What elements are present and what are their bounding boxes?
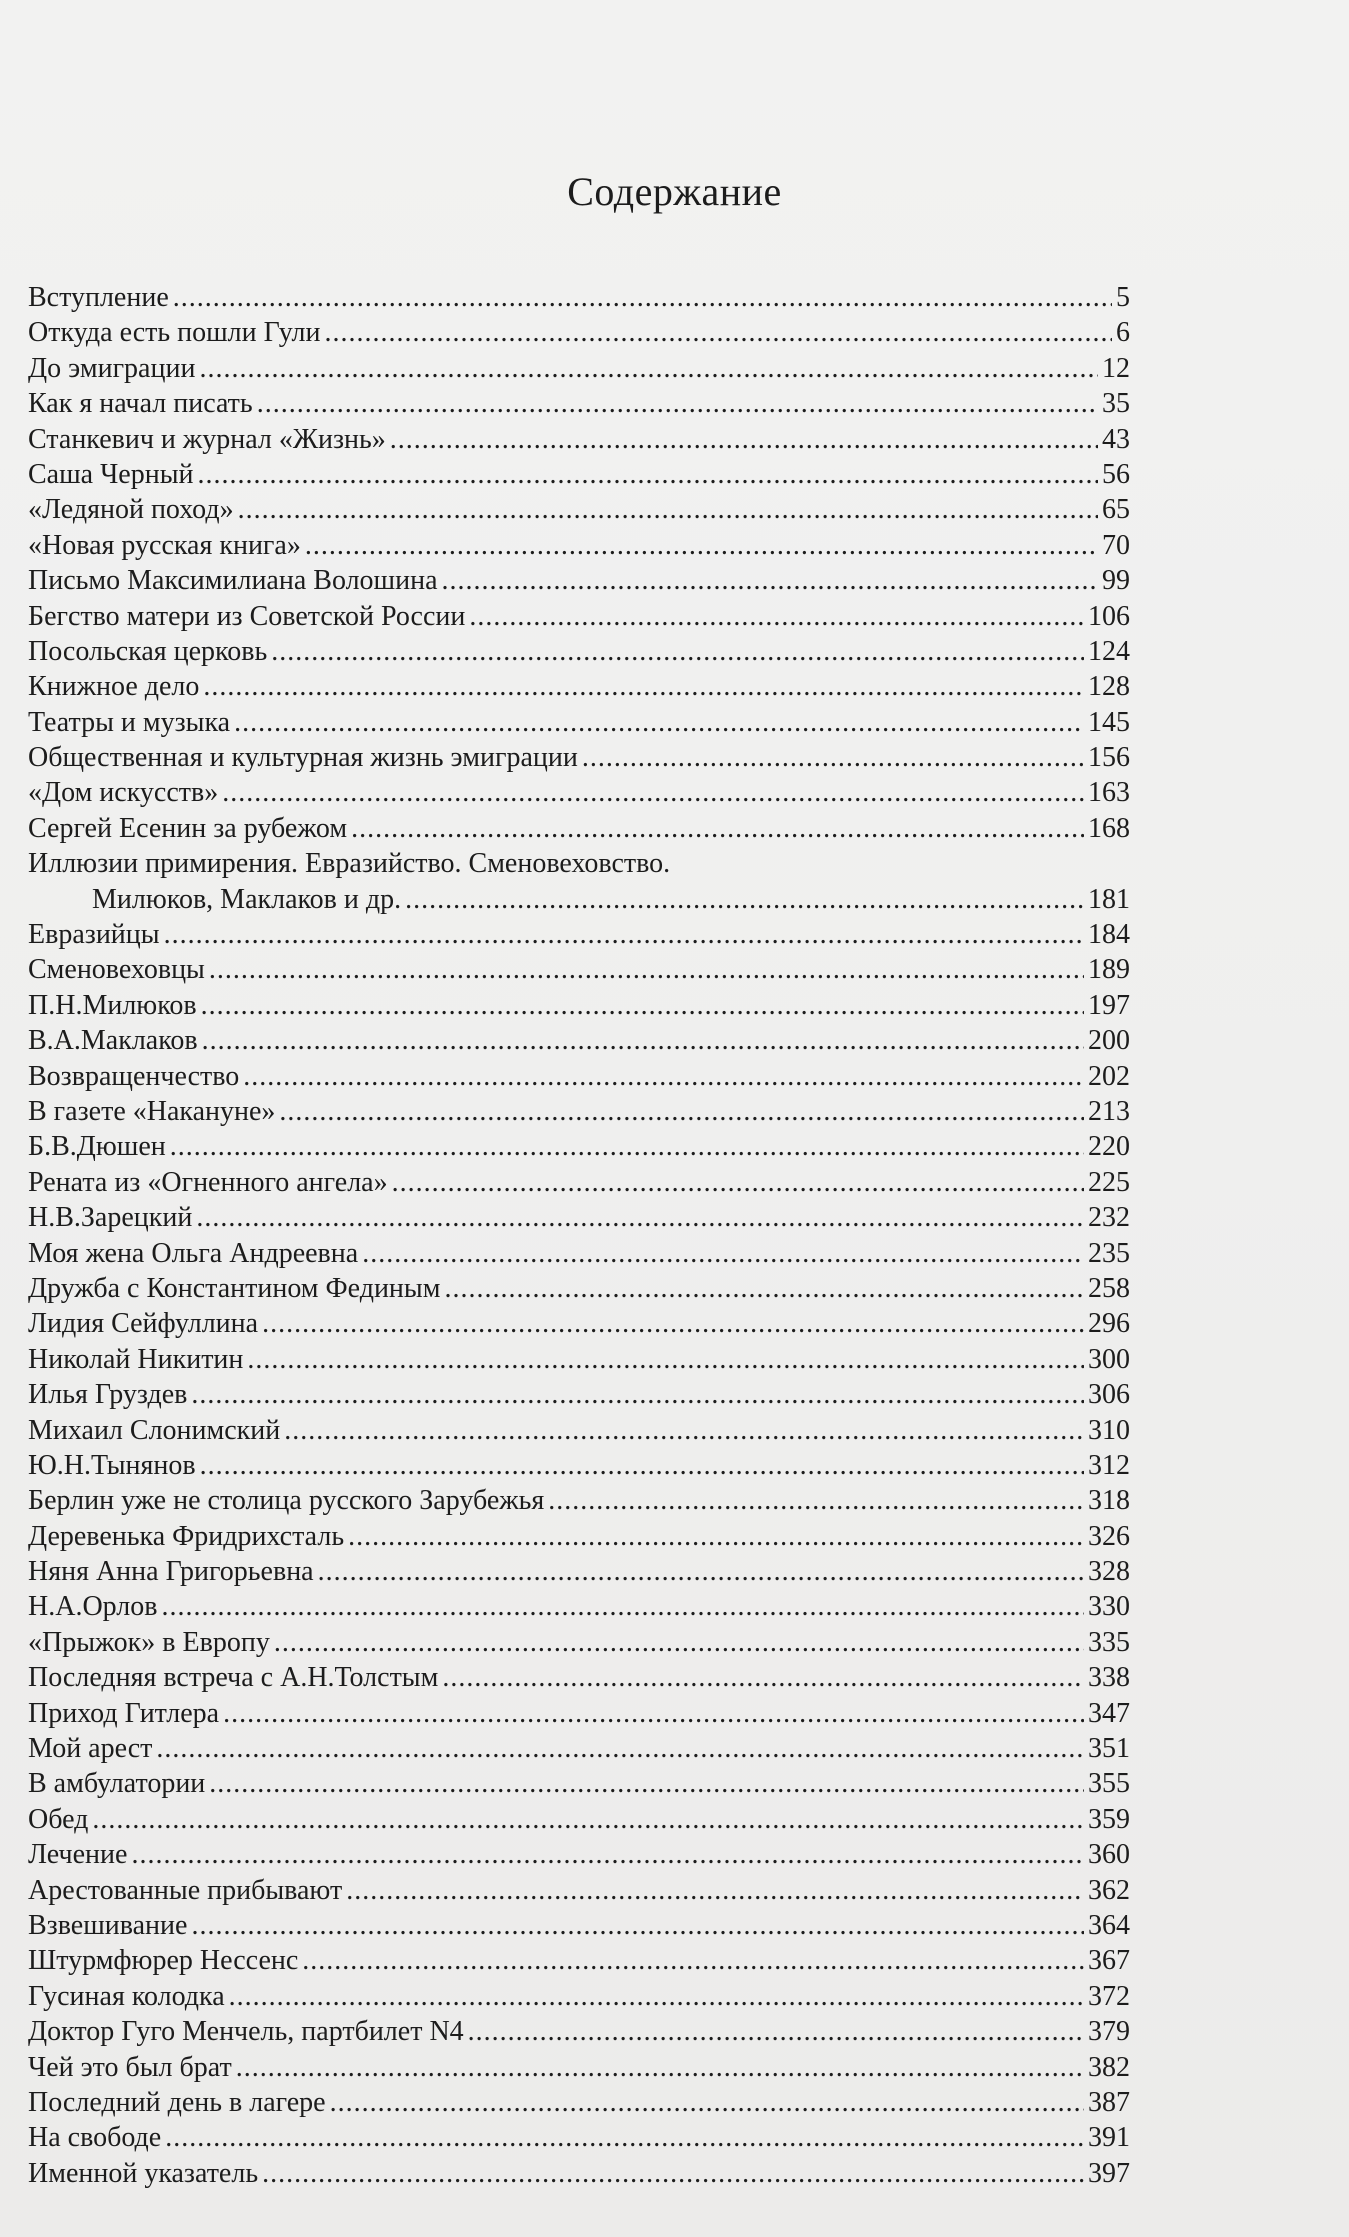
toc-entry-page: 213 bbox=[1088, 1095, 1130, 1127]
toc-entry-page: 145 bbox=[1088, 706, 1130, 738]
toc-entry-page: 202 bbox=[1088, 1060, 1130, 1092]
toc-entry bbox=[28, 528, 1130, 563]
toc-entry bbox=[28, 1448, 1130, 1483]
toc-entry-page: 163 bbox=[1088, 777, 1130, 809]
toc-entry-title: Бегство матери из Советской России bbox=[28, 600, 466, 632]
toc-entry-title: Последний день в лагере bbox=[28, 2086, 326, 2118]
toc-dot-leader bbox=[131, 1837, 1084, 1872]
table-of-contents bbox=[28, 280, 1130, 2191]
toc-entry bbox=[28, 1236, 1130, 1271]
toc-entry-page: 391 bbox=[1088, 2122, 1130, 2154]
toc-entry bbox=[28, 599, 1130, 634]
toc-entry-page: 359 bbox=[1088, 1803, 1130, 1835]
toc-dot-leader bbox=[201, 988, 1084, 1023]
toc-entry bbox=[28, 1554, 1130, 1589]
toc-entry-title: Лечение bbox=[28, 1839, 128, 1871]
toc-entry-page: 6 bbox=[1116, 317, 1130, 349]
toc-entry-page: 387 bbox=[1088, 2086, 1130, 2118]
toc-entry bbox=[28, 492, 1130, 527]
toc-entry bbox=[28, 917, 1130, 952]
toc-entry-title: Театры и музыка bbox=[28, 706, 231, 738]
toc-entry-page: 200 bbox=[1088, 1025, 1130, 1057]
toc-entry-title: Взвешивание bbox=[28, 1909, 188, 1941]
toc-dot-leader bbox=[442, 1660, 1084, 1695]
toc-entry bbox=[28, 1342, 1130, 1377]
toc-dot-leader bbox=[156, 1731, 1084, 1766]
toc-entry-page: 364 bbox=[1088, 1909, 1130, 1941]
toc-entry bbox=[28, 1519, 1130, 1554]
toc-dot-leader bbox=[236, 2050, 1084, 2085]
toc-entry-page: 326 bbox=[1088, 1520, 1130, 1552]
toc-entry-title: На свободе bbox=[28, 2122, 162, 2154]
toc-dot-leader bbox=[279, 1094, 1084, 1129]
toc-entry-page: 65 bbox=[1102, 494, 1130, 526]
toc-entry-title: В амбулатории bbox=[28, 1768, 206, 1800]
toc-entry bbox=[28, 1271, 1130, 1306]
toc-entry-title: «Ледяной поход» bbox=[28, 494, 234, 526]
toc-entry bbox=[28, 1129, 1130, 1164]
toc-entry-page: 184 bbox=[1088, 919, 1130, 951]
toc-entry-title: Возвращенчество bbox=[28, 1060, 240, 1092]
toc-entry bbox=[28, 1908, 1130, 1943]
toc-dot-leader bbox=[390, 422, 1098, 457]
toc-dot-leader bbox=[209, 1766, 1084, 1801]
toc-entry bbox=[28, 1023, 1130, 1058]
toc-entry bbox=[28, 882, 1130, 917]
toc-entry-title: «Дом искусств» bbox=[28, 777, 219, 809]
toc-entry-page: 296 bbox=[1088, 1308, 1130, 1340]
toc-dot-leader bbox=[318, 1554, 1084, 1589]
toc-entry-page: 225 bbox=[1088, 1166, 1130, 1198]
toc-entry-page: 124 bbox=[1088, 635, 1130, 667]
toc-entry-page: 189 bbox=[1088, 954, 1130, 986]
toc-entry-title: Николай Никитин bbox=[28, 1343, 244, 1375]
toc-entry-title: Откуда есть пошли Гули bbox=[28, 317, 321, 349]
toc-entry bbox=[28, 988, 1130, 1023]
toc-entry-title: В.А.Маклаков bbox=[28, 1025, 198, 1057]
toc-entry bbox=[28, 740, 1130, 775]
toc-dot-leader bbox=[223, 1696, 1084, 1731]
toc-dot-leader bbox=[305, 528, 1098, 563]
toc-entry-page: 168 bbox=[1088, 812, 1130, 844]
toc-entry bbox=[28, 705, 1130, 740]
toc-dot-leader bbox=[164, 917, 1084, 952]
toc-entry-title: Именной указатель bbox=[28, 2157, 259, 2189]
toc-dot-leader bbox=[198, 457, 1099, 492]
toc-entry-page: 347 bbox=[1088, 1697, 1130, 1729]
toc-entry-title: Милюков, Маклаков и др. bbox=[92, 883, 402, 915]
toc-entry bbox=[28, 1660, 1130, 1695]
toc-entry-title: Деревенька Фридрихсталь bbox=[28, 1520, 345, 1552]
toc-entry-page: 382 bbox=[1088, 2051, 1130, 2083]
toc-entry-page: 12 bbox=[1102, 352, 1130, 384]
toc-dot-leader bbox=[234, 705, 1084, 740]
toc-entry-page: 330 bbox=[1088, 1591, 1130, 1623]
toc-dot-leader bbox=[243, 1059, 1084, 1094]
toc-entry-page: 367 bbox=[1088, 1945, 1130, 1977]
toc-entry-page: 338 bbox=[1088, 1662, 1130, 1694]
toc-entry-page: 258 bbox=[1088, 1272, 1130, 1304]
toc-entry-page: 318 bbox=[1088, 1485, 1130, 1517]
toc-dot-leader bbox=[196, 1200, 1084, 1235]
toc-dot-leader bbox=[209, 952, 1084, 987]
toc-entry-page: 232 bbox=[1088, 1202, 1130, 1234]
toc-dot-leader bbox=[262, 2156, 1084, 2191]
toc-entry bbox=[28, 669, 1130, 704]
toc-dot-leader bbox=[257, 386, 1098, 421]
toc-entry-page: 70 bbox=[1102, 529, 1130, 561]
toc-entry-page: 335 bbox=[1088, 1626, 1130, 1658]
toc-dot-leader bbox=[173, 280, 1112, 315]
toc-dot-leader bbox=[324, 315, 1112, 350]
toc-entry-title: Саша Черный bbox=[28, 458, 194, 490]
toc-entry-page: 351 bbox=[1088, 1733, 1130, 1765]
toc-entry-title: Мой арест bbox=[28, 1733, 153, 1765]
toc-entry bbox=[28, 1200, 1130, 1235]
toc-entry-title: Рената из «Огненного ангела» bbox=[28, 1166, 388, 1198]
toc-entry bbox=[28, 1589, 1130, 1624]
toc-entry-title: Доктор Гуго Менчель, партбилет N4 bbox=[28, 2016, 464, 2048]
toc-entry bbox=[28, 1306, 1130, 1341]
toc-dot-leader bbox=[202, 1023, 1084, 1058]
toc-entry bbox=[28, 2050, 1130, 2085]
toc-entry-page: 197 bbox=[1088, 989, 1130, 1021]
toc-entry bbox=[28, 1413, 1130, 1448]
toc-entry-title: Иллюзии примирения. Евразийство. Сменовеховство. bbox=[28, 848, 671, 880]
toc-entry-title: Обед bbox=[28, 1803, 89, 1835]
toc-entry-title: «Прыжок» в Европу bbox=[28, 1626, 270, 1658]
toc-entry bbox=[28, 2156, 1130, 2191]
toc-dot-leader bbox=[442, 563, 1099, 598]
toc-dot-leader bbox=[203, 669, 1084, 704]
toc-entry bbox=[28, 775, 1130, 810]
toc-entry-page: 235 bbox=[1088, 1237, 1130, 1269]
toc-entry bbox=[28, 2085, 1130, 2120]
toc-entry-page: 181 bbox=[1088, 883, 1130, 915]
toc-entry-page: 300 bbox=[1088, 1343, 1130, 1375]
toc-dot-leader bbox=[262, 1306, 1084, 1341]
toc-entry-page: 355 bbox=[1088, 1768, 1130, 1800]
toc-entry-title: Посольская церковь bbox=[28, 635, 268, 667]
toc-entry-page: 5 bbox=[1116, 282, 1130, 313]
toc-dot-leader bbox=[351, 811, 1084, 846]
toc-entry-title: Арестованные прибывают bbox=[28, 1874, 343, 1906]
toc-entry bbox=[28, 422, 1130, 457]
toc-entry-title: Няня Анна Григорьевна bbox=[28, 1556, 314, 1588]
toc-entry-title: Н.В.Зарецкий bbox=[28, 1202, 193, 1234]
toc-entry-title: Лидия Сейфуллина bbox=[28, 1308, 259, 1340]
toc-dot-leader bbox=[444, 1271, 1084, 1306]
toc-entry-title: Общественная и культурная жизнь эмиграции bbox=[28, 742, 578, 774]
toc-entry bbox=[28, 457, 1130, 492]
toc-entry-title: В газете «Накануне» bbox=[28, 1095, 276, 1127]
toc-dot-leader bbox=[238, 492, 1098, 527]
toc-dot-leader bbox=[165, 2120, 1084, 2155]
toc-dot-leader bbox=[582, 740, 1084, 775]
toc-entry-title: Чей это был брат bbox=[28, 2051, 232, 2083]
toc-entry-title: Книжное дело bbox=[28, 671, 200, 703]
toc-entry-title: Дружба с Константином Фединым bbox=[28, 1272, 441, 1304]
toc-entry-page: 35 bbox=[1102, 388, 1130, 420]
toc-dot-leader bbox=[191, 1908, 1084, 1943]
toc-entry-title: П.Н.Милюков bbox=[28, 989, 197, 1021]
toc-entry bbox=[28, 1943, 1130, 1978]
toc-dot-leader bbox=[469, 599, 1084, 634]
toc-entry-title: Моя жена Ольга Андреевна bbox=[28, 1237, 359, 1269]
toc-entry bbox=[28, 1837, 1130, 1872]
toc-entry-page: 128 bbox=[1088, 671, 1130, 703]
toc-entry-title: Станкевич и журнал «Жизнь» bbox=[28, 423, 386, 455]
toc-entry-title: Как я начал писать bbox=[28, 388, 253, 420]
toc-entry-title: Н.А.Орлов bbox=[28, 1591, 158, 1623]
toc-dot-leader bbox=[222, 775, 1084, 810]
toc-entry-title: До эмиграции bbox=[28, 352, 196, 384]
toc-dot-leader bbox=[330, 2085, 1084, 2120]
toc-entry bbox=[28, 315, 1130, 350]
toc-entry bbox=[28, 1094, 1130, 1129]
toc-dot-leader bbox=[405, 882, 1084, 917]
toc-dot-leader bbox=[92, 1802, 1084, 1837]
toc-entry-page: 220 bbox=[1088, 1131, 1130, 1163]
toc-dot-leader bbox=[348, 1519, 1084, 1554]
toc-entry bbox=[28, 2120, 1130, 2155]
toc-dot-leader bbox=[468, 2014, 1084, 2049]
toc-entry-page: 306 bbox=[1088, 1379, 1130, 1411]
toc-entry-title: Штурмфюрер Нессенс bbox=[28, 1945, 299, 1977]
toc-entry bbox=[28, 563, 1130, 598]
toc-entry-page: 379 bbox=[1088, 2016, 1130, 2048]
toc-entry-page: 310 bbox=[1088, 1414, 1130, 1446]
toc-entry-page: 43 bbox=[1102, 423, 1130, 455]
toc-entry-title: Михаил Слонимский bbox=[28, 1414, 281, 1446]
toc-entry-page: 56 bbox=[1102, 458, 1130, 490]
toc-entry bbox=[28, 952, 1130, 987]
toc-entry bbox=[28, 1802, 1130, 1837]
toc-entry-page: 106 bbox=[1088, 600, 1130, 632]
toc-entry bbox=[28, 1766, 1130, 1801]
toc-entry bbox=[28, 351, 1130, 386]
toc-entry bbox=[28, 1165, 1130, 1200]
toc-entry-page: 362 bbox=[1088, 1874, 1130, 1906]
toc-dot-leader bbox=[302, 1943, 1084, 1978]
toc-entry bbox=[28, 1731, 1130, 1766]
toc-dot-leader bbox=[200, 1448, 1084, 1483]
toc-entry-page: 397 bbox=[1088, 2157, 1130, 2189]
toc-dot-leader bbox=[271, 634, 1084, 669]
toc-dot-leader bbox=[346, 1873, 1084, 1908]
toc-entry-title: Последняя встреча с А.Н.Толстым bbox=[28, 1662, 439, 1694]
toc-entry-title: Сергей Есенин за рубежом bbox=[28, 812, 348, 844]
toc-entry-title: Илья Груздев bbox=[28, 1379, 188, 1411]
toc-entry bbox=[28, 634, 1130, 669]
toc-entry bbox=[28, 1979, 1130, 2014]
toc-entry bbox=[28, 280, 1130, 315]
toc-entry bbox=[28, 2014, 1130, 2049]
toc-entry-page: 312 bbox=[1088, 1449, 1130, 1481]
toc-dot-leader bbox=[284, 1413, 1084, 1448]
toc-entry bbox=[28, 1696, 1130, 1731]
toc-dot-leader bbox=[229, 1979, 1084, 2014]
toc-dot-leader bbox=[191, 1377, 1084, 1412]
toc-dot-leader bbox=[162, 1589, 1085, 1624]
toc-dot-leader bbox=[199, 351, 1098, 386]
toc-entry-page: 360 bbox=[1088, 1839, 1130, 1871]
toc-entry bbox=[28, 846, 1130, 881]
toc-dot-leader bbox=[274, 1625, 1084, 1660]
toc-entry-title: Гусиная колодка bbox=[28, 1980, 225, 2012]
toc-entry bbox=[28, 811, 1130, 846]
toc-dot-leader bbox=[362, 1236, 1084, 1271]
toc-dot-leader bbox=[548, 1483, 1084, 1518]
toc-dot-leader bbox=[170, 1129, 1084, 1164]
toc-entry bbox=[28, 1377, 1130, 1412]
toc-dot-leader bbox=[247, 1342, 1084, 1377]
toc-entry-title: Берлин уже не столица русского Зарубежья bbox=[28, 1485, 545, 1517]
toc-entry-title: Вступление bbox=[28, 282, 169, 313]
toc-entry-title: Евразийцы bbox=[28, 919, 160, 951]
toc-entry-page: 99 bbox=[1102, 565, 1130, 597]
toc-entry-title: Ю.Н.Тынянов bbox=[28, 1449, 196, 1481]
toc-entry bbox=[28, 1873, 1130, 1908]
toc-entry bbox=[28, 386, 1130, 421]
page-title: Содержание bbox=[567, 169, 782, 214]
toc-entry-title: Б.В.Дюшен bbox=[28, 1131, 166, 1163]
toc-dot-leader bbox=[392, 1165, 1084, 1200]
toc-entry bbox=[28, 1625, 1130, 1660]
toc-entry-title: «Новая русская книга» bbox=[28, 529, 301, 561]
toc-entry-page: 156 bbox=[1088, 742, 1130, 774]
toc-entry-title: Сменовеховцы bbox=[28, 954, 205, 986]
toc-entry bbox=[28, 1059, 1130, 1094]
toc-entry bbox=[28, 1483, 1130, 1518]
toc-entry-title: Приход Гитлера bbox=[28, 1697, 220, 1729]
toc-entry-page: 372 bbox=[1088, 1980, 1130, 2012]
toc-entry-title: Письмо Максимилиана Волошина bbox=[28, 565, 438, 597]
toc-entry-page: 328 bbox=[1088, 1556, 1130, 1588]
